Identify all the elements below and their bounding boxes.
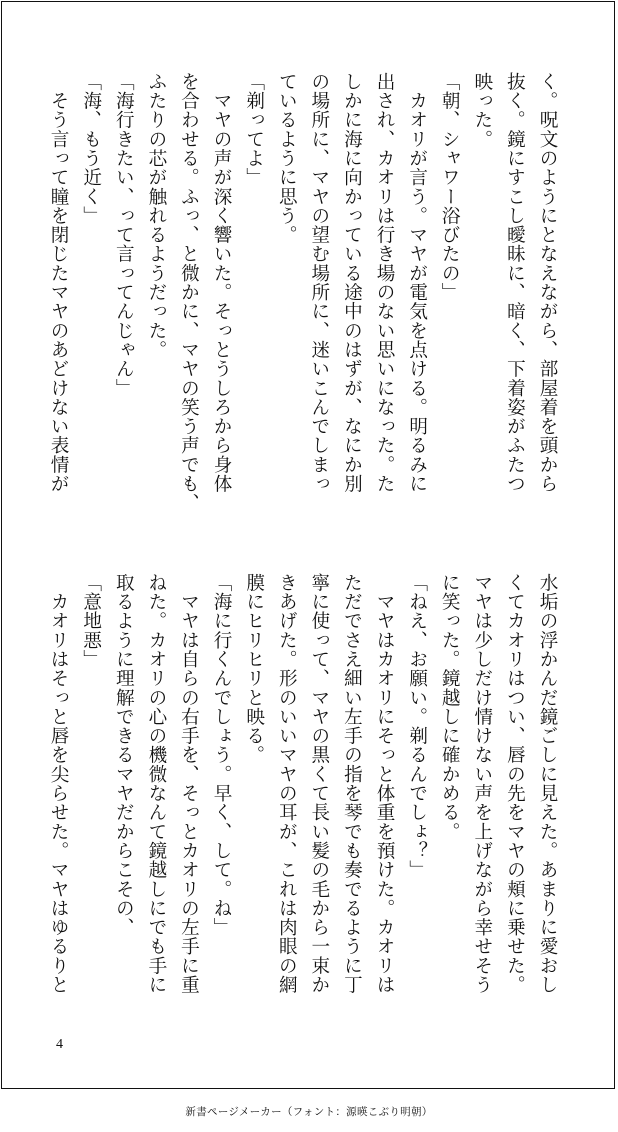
text-line: 「ねえ、お願い。剃るんでしょ？」 [406, 573, 428, 880]
text-line: ているように思う。 [276, 72, 298, 245]
text-line: そう言って瞳を閉じたマヤのあどけない表情が [48, 72, 70, 494]
text-line: 「朝、シャワー浴びたの」 [439, 72, 461, 302]
text-column-bottom [48, 573, 563, 1028]
text-line: 取るように理解できるマヤだからこその、 [113, 573, 135, 937]
text-line: カオリはそっと唇を尖らせた。マヤはゆるりと [48, 573, 70, 995]
text-line: を合わせる。ふっ、と微かに、マヤの笑う声でも、 [178, 72, 200, 513]
text-line: マヤは自らの右手を、そっとカオリの左手に重 [178, 573, 200, 995]
text-line: の場所に、マヤの望む場所に、迷いこんでしまっ [308, 72, 330, 494]
text-line: 「意地悪」 [80, 573, 102, 669]
text-line: 水垢の浮かんだ鏡ごしに見えた。あまりに愛おし [537, 573, 558, 995]
text-line: 映った。 [471, 72, 493, 149]
text-line: く。呪文のようにとなえながら、部屋着を頭から [537, 72, 558, 494]
text-line: 「剃ってよ」 [243, 72, 265, 187]
text-line: くてカオリはつい、唇の先をマヤの頬に乗せた。 [504, 573, 526, 995]
text-line: に笑った。鏡越しに確かめる。 [439, 573, 461, 842]
text-column-top [48, 72, 563, 527]
text-line: 「海に行くんでしょう。早く、して。ね」 [211, 573, 233, 937]
footer-caption: 新書ページメーカー（フォント：源暎こぶり明朝） [185, 1106, 433, 1118]
text-line: 出され、カオリは行き場のない思いになった。た [374, 72, 396, 494]
text-line: カオリが言う。マヤが電気を点ける。明るみに [406, 72, 428, 494]
text-line: 「海行きたい、って言ってんじゃん」 [113, 72, 135, 398]
text-line: きあげた。形のいいマヤの耳が、これは肉眼の網 [276, 573, 298, 995]
book-page [1, 1, 615, 1089]
text-line: 寧に使って、マヤの黒くて長い髪の毛から一束か [308, 573, 330, 995]
text-line: 抜く。鏡にすこし曖昧に、暗く、下着姿がふたつ [504, 72, 526, 494]
text-line: 膜にヒリヒリと映る。 [243, 573, 265, 765]
text-line: マヤの声が深く響いた。そっとうしろから身体 [211, 72, 233, 494]
text-line: 「海、もう近く」 [80, 72, 102, 226]
page-number: 4 [56, 1037, 63, 1052]
text-line: マヤはカオリにそっと体重を預けた。カオリは [374, 573, 396, 995]
text-line: ねた。カオリの心の機微なんて鏡越しにでも手に [145, 573, 167, 995]
text-line: マヤは少しだけ情けない声を上げながら幸せそう [471, 573, 493, 995]
text-line: ただでさえ細い左手の指を琴でも奏でるように丁 [341, 573, 363, 995]
text-line: ふたりの芯が触れるようだった。 [145, 72, 167, 360]
text-line: しかに海に向かっている途中のはずが、なにか別 [341, 72, 363, 494]
